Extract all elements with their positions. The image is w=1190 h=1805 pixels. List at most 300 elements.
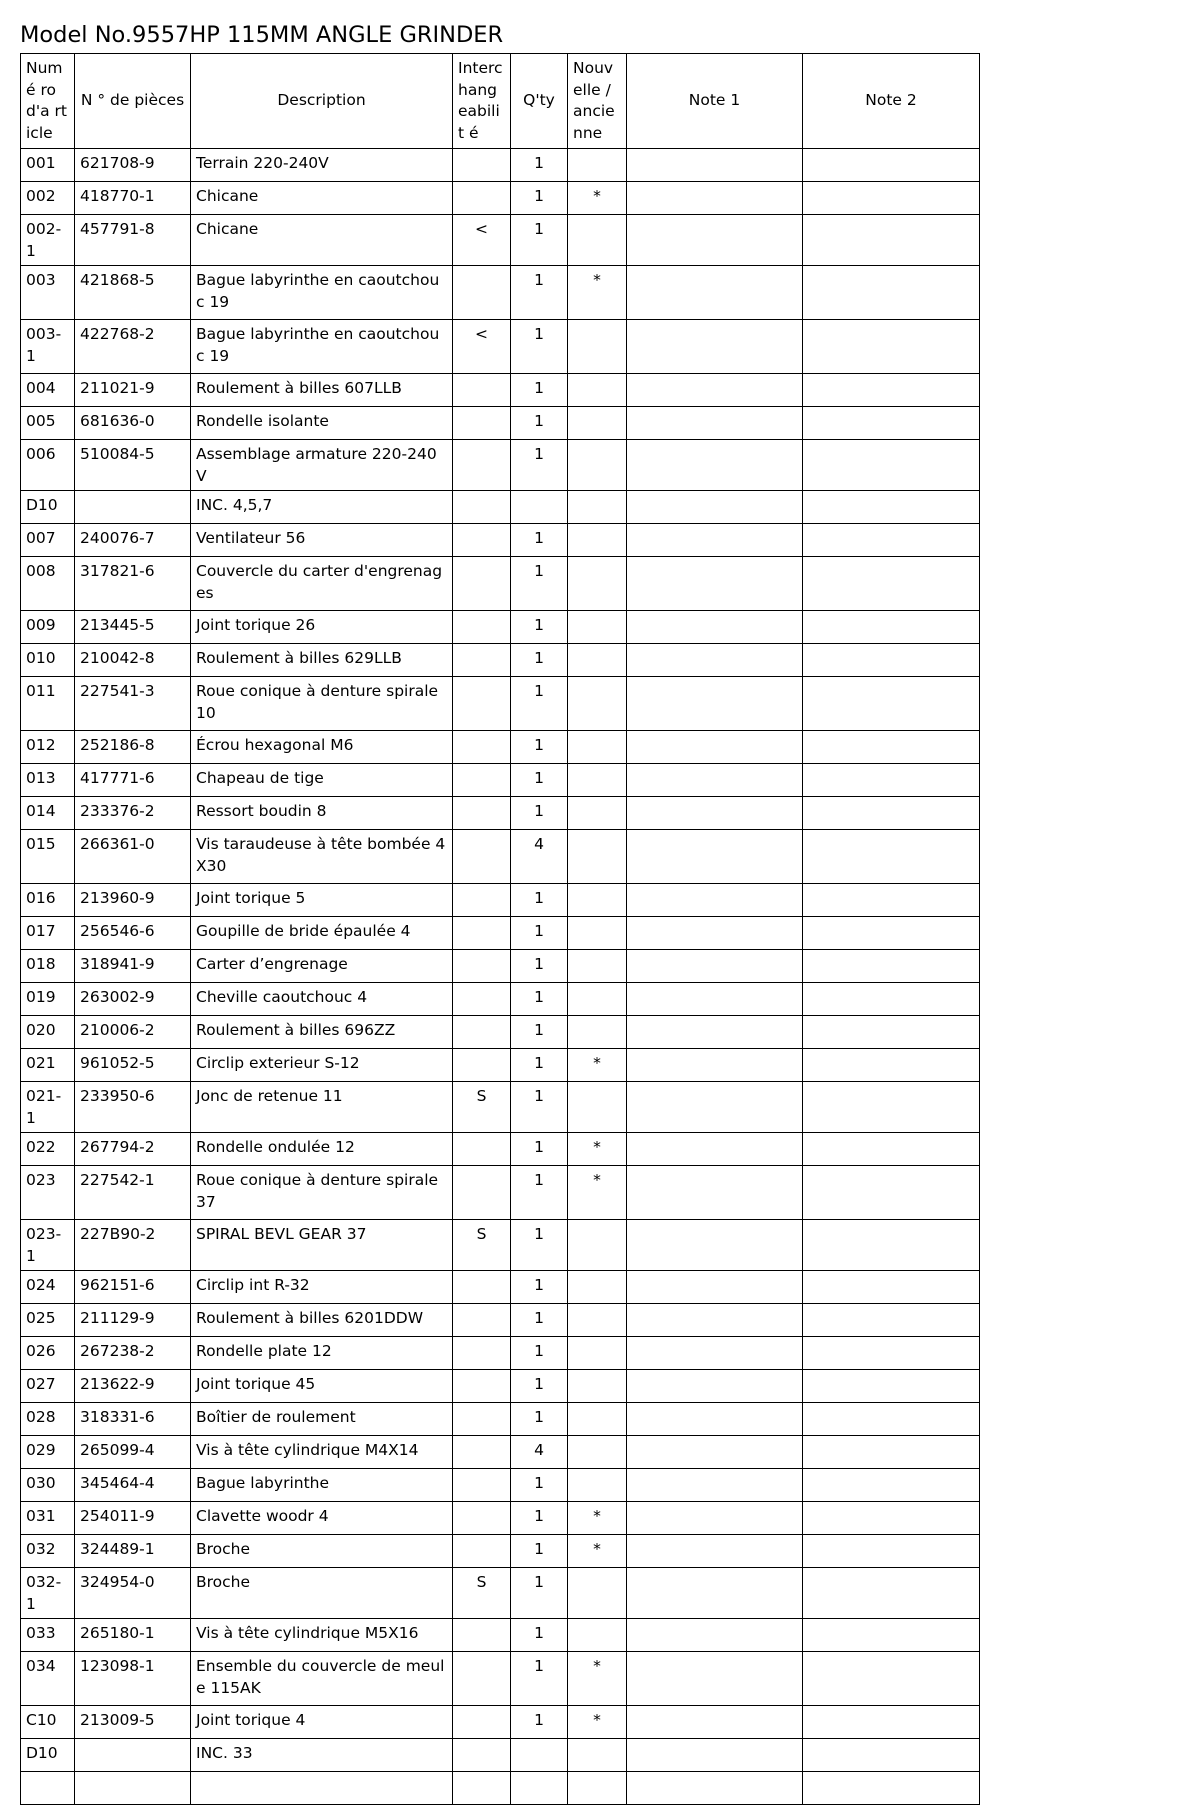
- header-description: Description: [191, 54, 453, 149]
- header-interchangeability: Interc hang eabilit é: [453, 54, 511, 149]
- interchangeability-cell: [453, 731, 511, 764]
- table-row: [21, 491, 980, 524]
- new-old-cell: [568, 983, 627, 1016]
- note2-cell: [803, 1082, 980, 1133]
- item-no-cell: 021: [21, 1049, 75, 1082]
- item-no-cell: 028: [21, 1403, 75, 1436]
- note2-cell: [803, 1220, 980, 1271]
- note1-cell: [627, 644, 803, 677]
- qty-cell: 1: [511, 1133, 568, 1166]
- qty-cell: 1: [511, 1370, 568, 1403]
- interchangeability-cell: [453, 1619, 511, 1652]
- qty-cell: 1: [511, 1304, 568, 1337]
- interchangeability-cell: [453, 266, 511, 320]
- part-no-cell: 123098-1: [75, 1652, 191, 1706]
- interchangeability-cell: [453, 374, 511, 407]
- note1-cell: [627, 950, 803, 983]
- new-old-cell: *: [568, 1166, 627, 1220]
- qty-cell: 1: [511, 320, 568, 374]
- item-no-cell: 030: [21, 1469, 75, 1502]
- item-no-cell: 007: [21, 524, 75, 557]
- interchangeability-cell: [453, 884, 511, 917]
- new-old-cell: *: [568, 1535, 627, 1568]
- qty-cell: 1: [511, 374, 568, 407]
- interchangeability-cell: [453, 491, 511, 524]
- qty-cell: 1: [511, 1502, 568, 1535]
- part-no-cell: 621708-9: [75, 149, 191, 182]
- new-old-cell: [568, 1403, 627, 1436]
- part-no-cell: 267238-2: [75, 1337, 191, 1370]
- note2-cell: [803, 1706, 980, 1739]
- part-no-cell: 213960-9: [75, 884, 191, 917]
- part-no-cell: 227B90-2: [75, 1220, 191, 1271]
- interchangeability-cell: [453, 764, 511, 797]
- item-no-cell: 033: [21, 1619, 75, 1652]
- interchangeability-cell: [453, 644, 511, 677]
- interchangeability-cell: [453, 1739, 511, 1772]
- qty-cell: 1: [511, 764, 568, 797]
- qty-cell: 1: [511, 983, 568, 1016]
- new-old-cell: [568, 1436, 627, 1469]
- table-row: [21, 266, 980, 320]
- new-old-cell: [568, 440, 627, 491]
- note1-cell: [627, 1166, 803, 1220]
- part-no-cell: 210006-2: [75, 1016, 191, 1049]
- description-cell: Circlip int R-32: [191, 1271, 453, 1304]
- part-no-cell: 213622-9: [75, 1370, 191, 1403]
- part-no-cell: 318941-9: [75, 950, 191, 983]
- new-old-cell: [568, 1739, 627, 1772]
- new-old-cell: [568, 1469, 627, 1502]
- note2-cell: [803, 1304, 980, 1337]
- qty-cell: 1: [511, 797, 568, 830]
- note1-cell: [627, 1568, 803, 1619]
- note2-cell: [803, 884, 980, 917]
- interchangeability-cell: [453, 1133, 511, 1166]
- table-row: [21, 677, 980, 731]
- part-no-cell: 265180-1: [75, 1619, 191, 1652]
- table-row: [21, 1271, 980, 1304]
- interchangeability-cell: <: [453, 215, 511, 266]
- item-no-cell: C10: [21, 1706, 75, 1739]
- table-row: [21, 1133, 980, 1166]
- table-row: [21, 1403, 980, 1436]
- part-no-cell: 227542-1: [75, 1166, 191, 1220]
- description-cell: Terrain 220-240V: [191, 149, 453, 182]
- description-cell: Ensemble du couvercle de meule 115AK: [191, 1652, 453, 1706]
- note2-cell: [803, 1436, 980, 1469]
- note2-cell: [803, 1652, 980, 1706]
- interchangeability-cell: [453, 797, 511, 830]
- note1-cell: [627, 1772, 803, 1805]
- item-no-cell: 020: [21, 1016, 75, 1049]
- item-no-cell: [21, 1772, 75, 1805]
- note2-cell: [803, 983, 980, 1016]
- item-no-cell: 015: [21, 830, 75, 884]
- table-row: [21, 1337, 980, 1370]
- item-no-cell: 003-1: [21, 320, 75, 374]
- new-old-cell: [568, 797, 627, 830]
- description-cell: Chicane: [191, 215, 453, 266]
- new-old-cell: [568, 1370, 627, 1403]
- table-row: [21, 1016, 980, 1049]
- note1-cell: [627, 764, 803, 797]
- interchangeability-cell: [453, 1304, 511, 1337]
- item-no-cell: 002: [21, 182, 75, 215]
- new-old-cell: *: [568, 1049, 627, 1082]
- note1-cell: [627, 1337, 803, 1370]
- description-cell: Bague labyrinthe: [191, 1469, 453, 1502]
- description-cell: Boîtier de roulement: [191, 1403, 453, 1436]
- item-no-cell: 023: [21, 1166, 75, 1220]
- qty-cell: 1: [511, 884, 568, 917]
- part-no-cell: 317821-6: [75, 557, 191, 611]
- new-old-cell: [568, 731, 627, 764]
- part-no-cell: 211129-9: [75, 1304, 191, 1337]
- description-cell: Chapeau de tige: [191, 764, 453, 797]
- item-no-cell: 032: [21, 1535, 75, 1568]
- note1-cell: [627, 797, 803, 830]
- table-row: [21, 611, 980, 644]
- new-old-cell: [568, 149, 627, 182]
- item-no-cell: 011: [21, 677, 75, 731]
- description-cell: Broche: [191, 1568, 453, 1619]
- interchangeability-cell: [453, 830, 511, 884]
- note2-cell: [803, 215, 980, 266]
- item-no-cell: 001: [21, 149, 75, 182]
- note2-cell: [803, 149, 980, 182]
- table-row: [21, 764, 980, 797]
- note2-cell: [803, 1370, 980, 1403]
- part-no-cell: 510084-5: [75, 440, 191, 491]
- new-old-cell: [568, 830, 627, 884]
- interchangeability-cell: S: [453, 1220, 511, 1271]
- part-no-cell: 318331-6: [75, 1403, 191, 1436]
- table-row: [21, 1082, 980, 1133]
- interchangeability-cell: [453, 440, 511, 491]
- part-no-cell: 233950-6: [75, 1082, 191, 1133]
- item-no-cell: D10: [21, 491, 75, 524]
- description-cell: Vis à tête cylindrique M4X14: [191, 1436, 453, 1469]
- part-no-cell: 211021-9: [75, 374, 191, 407]
- note2-cell: [803, 407, 980, 440]
- table-row: [21, 1502, 980, 1535]
- note1-cell: [627, 182, 803, 215]
- note1-cell: [627, 1502, 803, 1535]
- interchangeability-cell: [453, 983, 511, 1016]
- interchangeability-cell: [453, 1436, 511, 1469]
- note2-cell: [803, 1337, 980, 1370]
- item-no-cell: 017: [21, 917, 75, 950]
- interchangeability-cell: [453, 1049, 511, 1082]
- note2-cell: [803, 1166, 980, 1220]
- note2-cell: [803, 320, 980, 374]
- note2-cell: [803, 1133, 980, 1166]
- description-cell: Clavette woodr 4: [191, 1502, 453, 1535]
- interchangeability-cell: S: [453, 1568, 511, 1619]
- description-cell: Joint torique 45: [191, 1370, 453, 1403]
- qty-cell: 1: [511, 440, 568, 491]
- qty-cell: [511, 1772, 568, 1805]
- note2-cell: [803, 1535, 980, 1568]
- note2-cell: [803, 1619, 980, 1652]
- note1-cell: [627, 407, 803, 440]
- note2-cell: [803, 1016, 980, 1049]
- note1-cell: [627, 1436, 803, 1469]
- note1-cell: [627, 1619, 803, 1652]
- table-row: [21, 1535, 980, 1568]
- table-row: [21, 1220, 980, 1271]
- new-old-cell: [568, 1568, 627, 1619]
- item-no-cell: 021-1: [21, 1082, 75, 1133]
- part-no-cell: 681636-0: [75, 407, 191, 440]
- interchangeability-cell: [453, 1652, 511, 1706]
- table-row: [21, 182, 980, 215]
- note1-cell: [627, 983, 803, 1016]
- new-old-cell: [568, 917, 627, 950]
- new-old-cell: [568, 557, 627, 611]
- qty-cell: [511, 1739, 568, 1772]
- new-old-cell: [568, 407, 627, 440]
- interchangeability-cell: [453, 1535, 511, 1568]
- interchangeability-cell: [453, 1370, 511, 1403]
- qty-cell: 1: [511, 644, 568, 677]
- qty-cell: 1: [511, 731, 568, 764]
- part-no-cell: 417771-6: [75, 764, 191, 797]
- note2-cell: [803, 1739, 980, 1772]
- note1-cell: [627, 1652, 803, 1706]
- interchangeability-cell: S: [453, 1082, 511, 1133]
- part-no-cell: 256546-6: [75, 917, 191, 950]
- item-no-cell: 009: [21, 611, 75, 644]
- item-no-cell: 005: [21, 407, 75, 440]
- part-no-cell: 962151-6: [75, 1271, 191, 1304]
- description-cell: Vis à tête cylindrique M5X16: [191, 1619, 453, 1652]
- note2-cell: [803, 731, 980, 764]
- description-cell: INC. 4,5,7: [191, 491, 453, 524]
- note1-cell: [627, 440, 803, 491]
- item-no-cell: 012: [21, 731, 75, 764]
- part-no-cell: 418770-1: [75, 182, 191, 215]
- interchangeability-cell: [453, 917, 511, 950]
- new-old-cell: [568, 320, 627, 374]
- qty-cell: 1: [511, 1166, 568, 1220]
- part-no-cell: 213445-5: [75, 611, 191, 644]
- interchangeability-cell: [453, 1271, 511, 1304]
- part-no-cell: 213009-5: [75, 1706, 191, 1739]
- new-old-cell: [568, 611, 627, 644]
- item-no-cell: 022: [21, 1133, 75, 1166]
- table-row: [21, 1568, 980, 1619]
- description-cell: SPIRAL BEVL GEAR 37: [191, 1220, 453, 1271]
- note2-cell: [803, 491, 980, 524]
- table-row: [21, 440, 980, 491]
- note2-cell: [803, 1469, 980, 1502]
- note1-cell: [627, 374, 803, 407]
- note2-cell: [803, 557, 980, 611]
- description-cell: Circlip exterieur S-12: [191, 1049, 453, 1082]
- description-cell: Ventilateur 56: [191, 524, 453, 557]
- item-no-cell: 032-1: [21, 1568, 75, 1619]
- interchangeability-cell: [453, 1706, 511, 1739]
- interchangeability-cell: <: [453, 320, 511, 374]
- qty-cell: 1: [511, 917, 568, 950]
- table-row: [21, 1304, 980, 1337]
- part-no-cell: [75, 1739, 191, 1772]
- qty-cell: 1: [511, 1535, 568, 1568]
- part-no-cell: 421868-5: [75, 266, 191, 320]
- qty-cell: 1: [511, 1652, 568, 1706]
- part-no-cell: 240076-7: [75, 524, 191, 557]
- table-header-row: [21, 54, 980, 149]
- item-no-cell: 010: [21, 644, 75, 677]
- description-cell: Broche: [191, 1535, 453, 1568]
- new-old-cell: [568, 491, 627, 524]
- description-cell: Couvercle du carter d'engrenages: [191, 557, 453, 611]
- note1-cell: [627, 557, 803, 611]
- note1-cell: [627, 830, 803, 884]
- qty-cell: 1: [511, 557, 568, 611]
- new-old-cell: [568, 677, 627, 731]
- qty-cell: 1: [511, 182, 568, 215]
- interchangeability-cell: [453, 1469, 511, 1502]
- note2-cell: [803, 440, 980, 491]
- item-no-cell: 002-1: [21, 215, 75, 266]
- interchangeability-cell: [453, 677, 511, 731]
- part-no-cell: 265099-4: [75, 1436, 191, 1469]
- table-row: [21, 1652, 980, 1706]
- note1-cell: [627, 1706, 803, 1739]
- table-row: [21, 950, 980, 983]
- item-no-cell: 003: [21, 266, 75, 320]
- new-old-cell: *: [568, 1652, 627, 1706]
- new-old-cell: *: [568, 182, 627, 215]
- item-no-cell: 026: [21, 1337, 75, 1370]
- description-cell: Rondelle isolante: [191, 407, 453, 440]
- table-row: [21, 1049, 980, 1082]
- part-no-cell: 457791-8: [75, 215, 191, 266]
- new-old-cell: [568, 1619, 627, 1652]
- new-old-cell: *: [568, 1706, 627, 1739]
- qty-cell: 1: [511, 1619, 568, 1652]
- table-row: [21, 524, 980, 557]
- part-no-cell: 227541-3: [75, 677, 191, 731]
- note1-cell: [627, 677, 803, 731]
- note2-cell: [803, 524, 980, 557]
- description-cell: Ressort boudin 8: [191, 797, 453, 830]
- description-cell: Roue conique à denture spirale 10: [191, 677, 453, 731]
- new-old-cell: [568, 1082, 627, 1133]
- description-cell: Bague labyrinthe en caoutchouc 19: [191, 320, 453, 374]
- note2-cell: [803, 797, 980, 830]
- table-row: [21, 644, 980, 677]
- description-cell: Joint torique 26: [191, 611, 453, 644]
- item-no-cell: 006: [21, 440, 75, 491]
- description-cell: Roulement à billes 6201DDW: [191, 1304, 453, 1337]
- note2-cell: [803, 1271, 980, 1304]
- header-qty: Q'ty: [511, 54, 568, 149]
- table-row: [21, 983, 980, 1016]
- qty-cell: 1: [511, 1049, 568, 1082]
- item-no-cell: 014: [21, 797, 75, 830]
- item-no-cell: 024: [21, 1271, 75, 1304]
- qty-cell: 1: [511, 1016, 568, 1049]
- table-row: [21, 917, 980, 950]
- item-no-cell: 034: [21, 1652, 75, 1706]
- item-no-cell: 018: [21, 950, 75, 983]
- part-no-cell: 210042-8: [75, 644, 191, 677]
- interchangeability-cell: [453, 1502, 511, 1535]
- table-row: [21, 407, 980, 440]
- interchangeability-cell: [453, 1772, 511, 1805]
- item-no-cell: 013: [21, 764, 75, 797]
- table-row: [21, 731, 980, 764]
- interchangeability-cell: [453, 149, 511, 182]
- header-part-no: N ° de pièces: [75, 54, 191, 149]
- description-cell: Goupille de bride épaulée 4: [191, 917, 453, 950]
- new-old-cell: [568, 215, 627, 266]
- table-row: [21, 149, 980, 182]
- note1-cell: [627, 266, 803, 320]
- note2-cell: [803, 677, 980, 731]
- note2-cell: [803, 182, 980, 215]
- new-old-cell: [568, 644, 627, 677]
- table-row: [21, 557, 980, 611]
- header-new-old: Nouv elle / ancie nne: [568, 54, 627, 149]
- qty-cell: 1: [511, 1271, 568, 1304]
- note1-cell: [627, 1469, 803, 1502]
- qty-cell: 1: [511, 611, 568, 644]
- item-no-cell: 016: [21, 884, 75, 917]
- note1-cell: [627, 1304, 803, 1337]
- qty-cell: 1: [511, 1220, 568, 1271]
- note2-cell: [803, 830, 980, 884]
- new-old-cell: [568, 1337, 627, 1370]
- part-no-cell: 233376-2: [75, 797, 191, 830]
- note1-cell: [627, 884, 803, 917]
- qty-cell: 1: [511, 1469, 568, 1502]
- note2-cell: [803, 611, 980, 644]
- qty-cell: 1: [511, 266, 568, 320]
- item-no-cell: 004: [21, 374, 75, 407]
- note1-cell: [627, 1133, 803, 1166]
- note2-cell: [803, 1772, 980, 1805]
- note1-cell: [627, 1271, 803, 1304]
- interchangeability-cell: [453, 1166, 511, 1220]
- note1-cell: [627, 1049, 803, 1082]
- new-old-cell: [568, 1772, 627, 1805]
- table-row: [21, 374, 980, 407]
- interchangeability-cell: [453, 557, 511, 611]
- note1-cell: [627, 1220, 803, 1271]
- note1-cell: [627, 524, 803, 557]
- part-no-cell: 961052-5: [75, 1049, 191, 1082]
- part-no-cell: 263002-9: [75, 983, 191, 1016]
- table-row: [21, 1706, 980, 1739]
- new-old-cell: *: [568, 1502, 627, 1535]
- qty-cell: 1: [511, 407, 568, 440]
- item-no-cell: D10: [21, 1739, 75, 1772]
- note1-cell: [627, 611, 803, 644]
- note1-cell: [627, 731, 803, 764]
- item-no-cell: 031: [21, 1502, 75, 1535]
- note2-cell: [803, 1568, 980, 1619]
- qty-cell: 1: [511, 950, 568, 983]
- description-cell: Roulement à billes 696ZZ: [191, 1016, 453, 1049]
- header-item-no: Numé ro d'a rticle: [21, 54, 75, 149]
- note1-cell: [627, 1370, 803, 1403]
- qty-cell: 1: [511, 215, 568, 266]
